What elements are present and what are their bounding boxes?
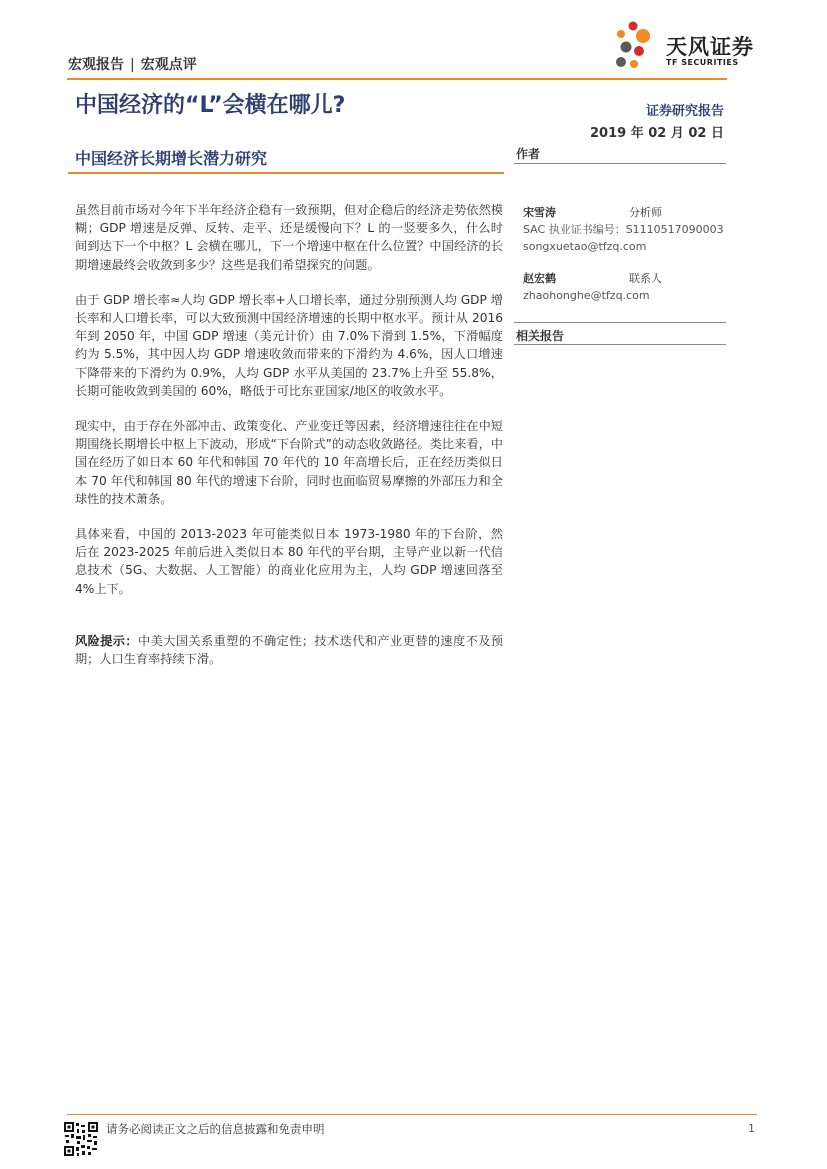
- report-date: 2019 年 02 月 02 日: [590, 126, 724, 141]
- author-name: 宋雪涛: [523, 206, 556, 219]
- related-reports-heading: 相关报告: [516, 329, 565, 343]
- author-email[interactable]: zhaohonghe@tfzq.com: [523, 289, 650, 302]
- author-role: 联系人: [629, 272, 662, 285]
- body-paragraph: 虽然目前市场对今年下半年经济企稳有一致预期，但对企稳后的经济走势依然模糊；GDP 增速是反弹、反转、走平、还是缓慢向下？L 的一竖要多久，什么时间到达下一个中枢？L 会横在哪儿，下一个增速中枢在什么位置？中国经济的长期增速最终会收敛到多少？这些是我们希望探究的问题。: [75, 203, 503, 272]
- category-label: 宏观报告: [68, 57, 124, 73]
- logo-text-cn: 天风证券: [666, 35, 754, 59]
- author-heading: 作者: [516, 147, 541, 161]
- body-paragraph: 具体来看，中国的 2013-2023 年可能类似日本 1973-1980 年的下台阶，然后在 2023-2025 年前后进入类似日本 80 年代的平台期，主导产业以新一代信息技术（5G、大数据、人工智能）的商业化应用为主，人均 GDP 增速回落至 4%上下。: [75, 527, 503, 596]
- risk-warning: [75, 632, 503, 668]
- author-divider: [514, 163, 726, 164]
- related-divider-bottom: [514, 344, 726, 345]
- sub-title-divider: [68, 172, 504, 174]
- author-name: 赵宏鹤: [523, 272, 556, 285]
- author-email[interactable]: songxuetao@tfzq.com: [523, 240, 647, 253]
- header-divider: [67, 78, 727, 80]
- subcategory-label: 宏观点评: [140, 57, 197, 73]
- author-role: 分析师: [629, 206, 662, 219]
- report-category: [68, 54, 197, 74]
- main-title: 中国经济的“L”会横在哪儿?: [75, 93, 346, 118]
- page-number: 1: [748, 1122, 755, 1135]
- qr-code-icon: [63, 1121, 99, 1157]
- body-paragraph: 现实中，由于存在外部冲击、政策变化、产业变迁等因素，经济增速往往在中短期围绕长期增长中枢上下波动，形成“下台阶式”的动态收敛路径。类比来看，中国在经历了如日本 60 年代和韩国 70 年代的 10 年高增长后，正在经历类似日本 70 年代和韩国 80 年代的增速下台阶，同时也面临贸易摩擦的外部压力和全球性的技术萧条。: [75, 419, 503, 506]
- risk-label: 风险提示：: [75, 633, 139, 648]
- body-paragraph: 由于 GDP 增长率≈人均 GDP 增长率+人口增长率，通过分别预测人均 GDP 增长率和人口增长率，可以大致预测中国经济增速的长期中枢水平。预计从 2016 年到 2050 年，中国 GDP 增速（美元计价）由 7.0%下滑到 1.5%，下滑幅度约为 5.5%，其中因人均 GDP 增速收敛而带来的下滑约为 4.6%，因人口增速下降带来的下滑约为 0.9%，人均 GDP 水平从美国的 23.7%上升至 55.8%，长期可能收敛到美国的 60%，略低于可比东亚国家/地区的收敛水平。: [75, 292, 503, 398]
- author-cert: SAC 执业证书编号：S1110517090003: [523, 223, 724, 236]
- risk-text: 中美大国关系重塑的不确定性；技术迭代和产业更替的速度不及预期；人口生育率持续下滑。: [75, 633, 504, 667]
- report-type: 证券研究报告: [645, 104, 724, 119]
- author-card: [523, 204, 733, 255]
- footer-divider: [67, 1114, 757, 1115]
- author-card: [523, 270, 733, 304]
- category-separator: |: [130, 57, 135, 73]
- footer-disclaimer: 请务必阅读正文之后的信息披露和免责申明: [106, 1122, 325, 1136]
- logo-text-en: TF SECURITIES: [666, 58, 739, 67]
- related-divider-top: [514, 322, 726, 323]
- sub-title: 中国经济长期增长潜力研究: [75, 149, 268, 168]
- report-body: [75, 201, 503, 685]
